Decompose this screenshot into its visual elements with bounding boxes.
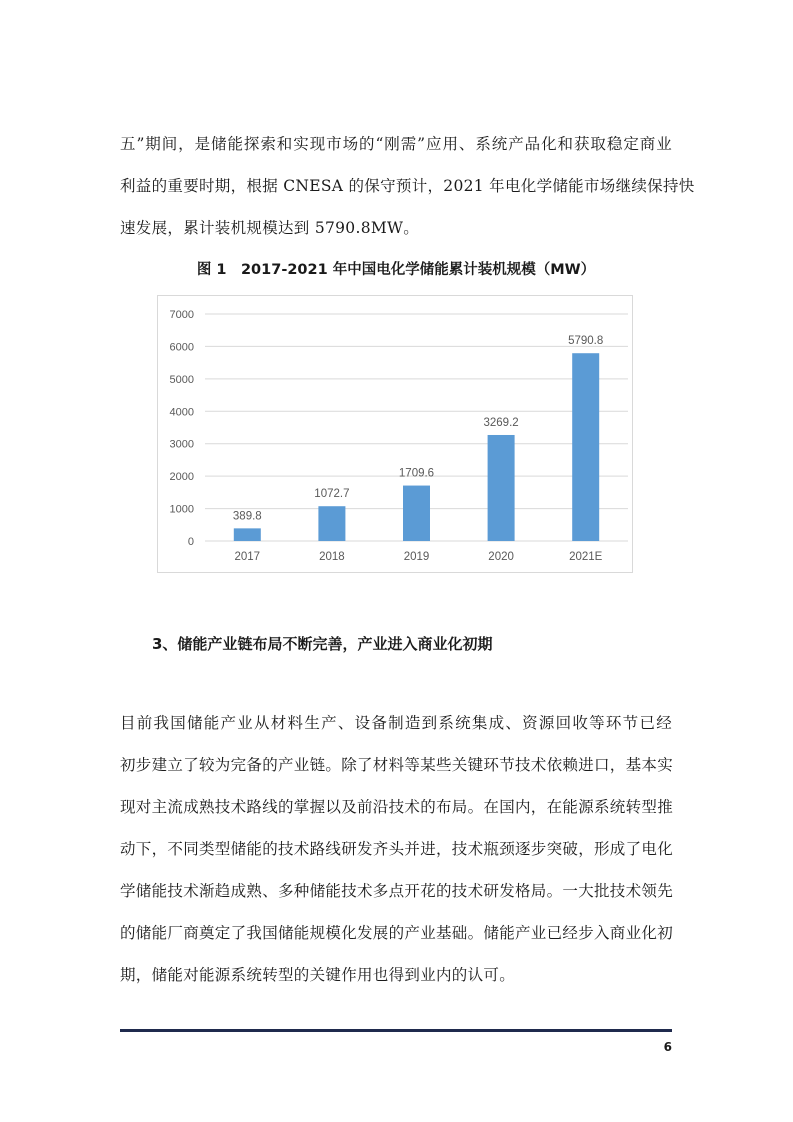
bar [572,353,599,541]
y-tick-label: 2000 [169,471,194,484]
footer-rule [120,1029,672,1032]
y-tick-label: 3000 [169,438,194,451]
body-line-2: 初步建立了较为完备的产业链。除了材料等某些关键环节技术依赖进口，基本实 [120,756,674,774]
bar [318,506,345,541]
bar-chart [157,295,633,573]
body-line-5: 学储能技术渐趋成熟、多种储能技术多点开花的技术研发格局。一大批技术领先 [120,882,674,900]
bar [403,486,430,541]
intro-line-3: 速发展，累计装机规模达到 5790.8MW。 [120,219,420,237]
body-line-6: 的储能厂商奠定了我国储能规模化发展的产业基础。储能产业已经步入商业化初 [120,924,674,942]
intro-line-1: 五”期间，是储能探索和实现市场的“刚需”应用、系统产品化和获取稳定商业 [120,135,672,153]
data-label: 3269.2 [483,416,519,429]
x-tick-label: 2021E [569,551,603,563]
data-label: 389.8 [232,510,262,523]
x-tick-label: 2017 [234,551,261,563]
y-tick-label: 4000 [169,406,194,419]
data-label: 1072.7 [314,488,350,501]
y-tick-label: 7000 [169,309,194,321]
bar [488,435,515,541]
y-tick-label: 0 [187,536,194,548]
body-line-3: 现对主流成熟技术路线的掌握以及前沿技术的布局。在国内，在能源系统转型推 [120,798,674,816]
x-tick-label: 2019 [403,551,430,563]
body-line-7: 期，储能对能源系统转型的关键作用也得到业内的认可。 [120,966,516,984]
bar [234,528,261,541]
y-tick-label: 1000 [169,503,194,516]
body-line-1: 目前我国储能产业从材料生产、设备制造到系统集成、资源回收等环节已经 [120,714,672,732]
y-tick-label: 6000 [169,341,194,354]
bar-chart-svg [158,296,634,574]
x-tick-label: 2020 [488,551,514,563]
page-number: 6 [663,1040,672,1054]
body-line-4: 动下，不同类型储能的技术路线研发齐头并进，技术瓶颈逐步突破，形成了电化 [120,840,674,858]
y-tick-label: 5000 [169,373,194,386]
data-label: 1709.6 [398,467,435,480]
x-tick-label: 2018 [319,551,345,563]
intro-line-2: 利益的重要时期，根据 CNESA 的保守预计，2021 年电化学储能市场继续保持快 [120,177,695,195]
section-heading: 3、储能产业链布局不断完善，产业进入商业化初期 [152,635,493,653]
figure-caption: 图 1 2017-2021 年中国电化学储能累计装机规模（MW） [196,262,596,278]
data-label: 5790.8 [568,335,604,348]
